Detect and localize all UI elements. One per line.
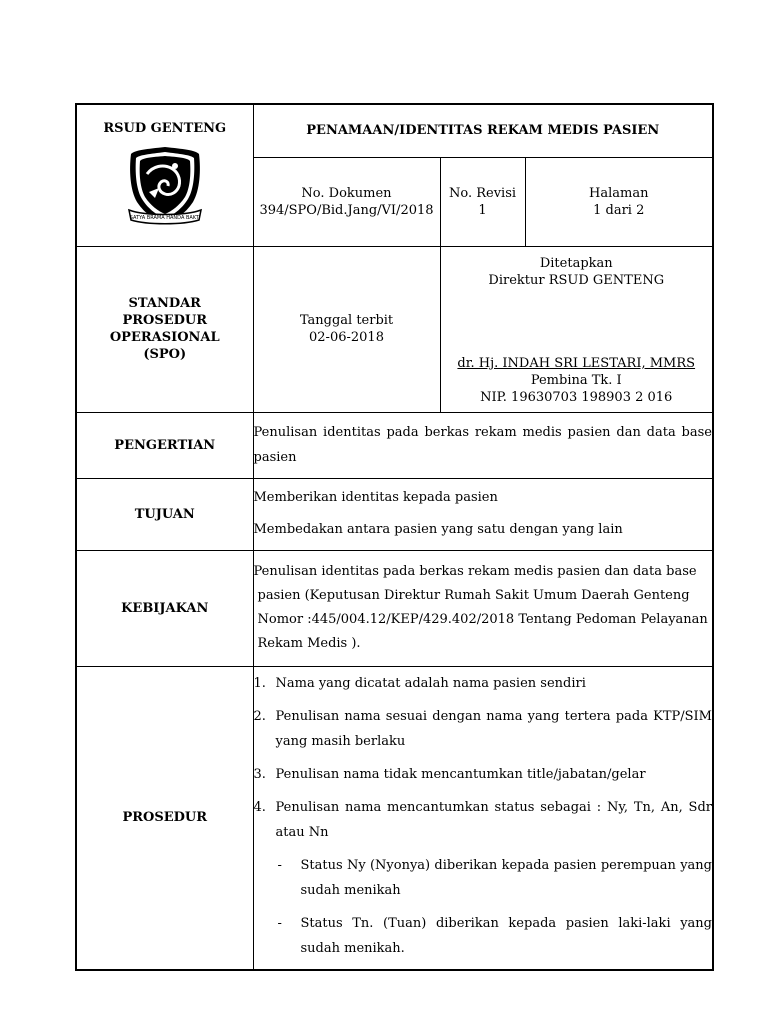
list-item-text: Penulisan nama mencantumkan status sebagai : Ny, Tn, An, Sdr atau Nn: [275, 799, 712, 840]
spo-label-line: STANDAR: [128, 296, 201, 311]
issued-date: 02-06-2018: [309, 330, 384, 345]
spo-table: [75, 103, 714, 971]
spo-label-line: OPERASIONAL: [109, 330, 220, 345]
list-item-text: Penulisan nama sesuai dengan nama yang tertera pada KTP/SIM yang masih berlaku: [275, 708, 712, 749]
director-name: dr. Hj. INDAH SRI LESTARI, MMRS: [457, 355, 696, 371]
kebijakan-line: pasien (Keputusan Direktur Rumah Sakit Umum Daerah Genteng: [257, 588, 690, 603]
revision-label: No. Revisi: [448, 185, 517, 201]
document-title: PENAMAAN/IDENTITAS REKAM MEDIS PASIEN: [253, 104, 713, 157]
spo-label-line: (SPO): [143, 347, 187, 362]
emblem-ribbon-text: SATYA BRAMA HANDA BAKTI: [129, 215, 200, 221]
kebijakan-cell: [253, 550, 713, 666]
revision-cell: [440, 157, 525, 246]
issued-label: Tanggal terbit: [299, 313, 394, 328]
sub-item-text: Status Tn. (Tuan) diberikan kepada pasien laki-laki yang sudah menikah.: [300, 915, 712, 956]
prosedur-cell: [253, 666, 713, 970]
list-item-number: 3.: [253, 766, 266, 782]
hospital-name: RSUD GENTENG: [103, 121, 227, 136]
list-item: [254, 762, 713, 787]
pengertian-label: PENGERTIAN: [76, 412, 253, 478]
list-item-number: 2.: [253, 708, 266, 724]
director-nip: NIP. 19630703 198903 2 016: [480, 389, 673, 405]
list-item-number: 1.: [253, 675, 266, 691]
list-item-number: 4.: [253, 799, 266, 815]
tujuan-line: Memberikan identitas kepada pasien: [253, 490, 498, 505]
sub-item-dash: -: [277, 915, 282, 931]
regional-emblem-icon: [125, 144, 205, 230]
page-value: 1 dari 2: [593, 202, 645, 218]
tujuan-label: TUJUAN: [76, 478, 253, 550]
page-label: Halaman: [589, 185, 649, 201]
list-item-text: Penulisan nama tidak mencantumkan title/jabatan/gelar: [275, 766, 646, 782]
document-number-label: No. Dokumen: [301, 185, 392, 201]
issued-date-cell: [253, 246, 440, 412]
spo-label-line: PROSEDUR: [122, 313, 208, 328]
sub-item-text: Status Ny (Nyonya) diberikan kepada pasien perempuan yang sudah menikah: [300, 857, 712, 898]
document-number-value: 394/SPO/Bid.Jang/VI/2018: [259, 202, 434, 218]
established-label: Ditetapkan: [539, 255, 613, 271]
sub-list-item: [254, 853, 713, 903]
pengertian-text: Penulisan identitas pada berkas rekam medis pasien dan data base pasien: [253, 412, 713, 478]
kebijakan-label: KEBIJAKAN: [76, 550, 253, 666]
director-title: Direktur RSUD GENTENG: [488, 272, 665, 288]
list-item: [254, 671, 713, 696]
tujuan-line: Membedakan antara pasien yang satu dengan yang lain: [253, 522, 623, 537]
kebijakan-line: Rekam Medis ).: [257, 636, 361, 651]
sub-list-item: [254, 911, 713, 961]
document-number-cell: [253, 157, 440, 246]
list-item-text: Nama yang dicatat adalah nama pasien sendiri: [275, 675, 586, 691]
page-cell: [525, 157, 713, 246]
spo-label-cell: [76, 246, 253, 412]
revision-value: 1: [478, 202, 487, 218]
approval-cell: [440, 246, 713, 412]
sub-item-dash: -: [277, 857, 282, 873]
kebijakan-line: Penulisan identitas pada berkas rekam medis pasien dan data base: [253, 564, 697, 579]
prosedur-label: PROSEDUR: [76, 666, 253, 970]
prosedur-list: [254, 671, 713, 845]
hospital-cell: [76, 104, 253, 246]
kebijakan-line: Nomor :445/004.12/KEP/429.402/2018 Tentang Pedoman Pelayanan: [257, 612, 708, 627]
list-item: [254, 704, 713, 754]
director-rank: Pembina Tk. I: [530, 372, 622, 388]
list-item: [254, 795, 713, 845]
tujuan-cell: [253, 478, 713, 550]
